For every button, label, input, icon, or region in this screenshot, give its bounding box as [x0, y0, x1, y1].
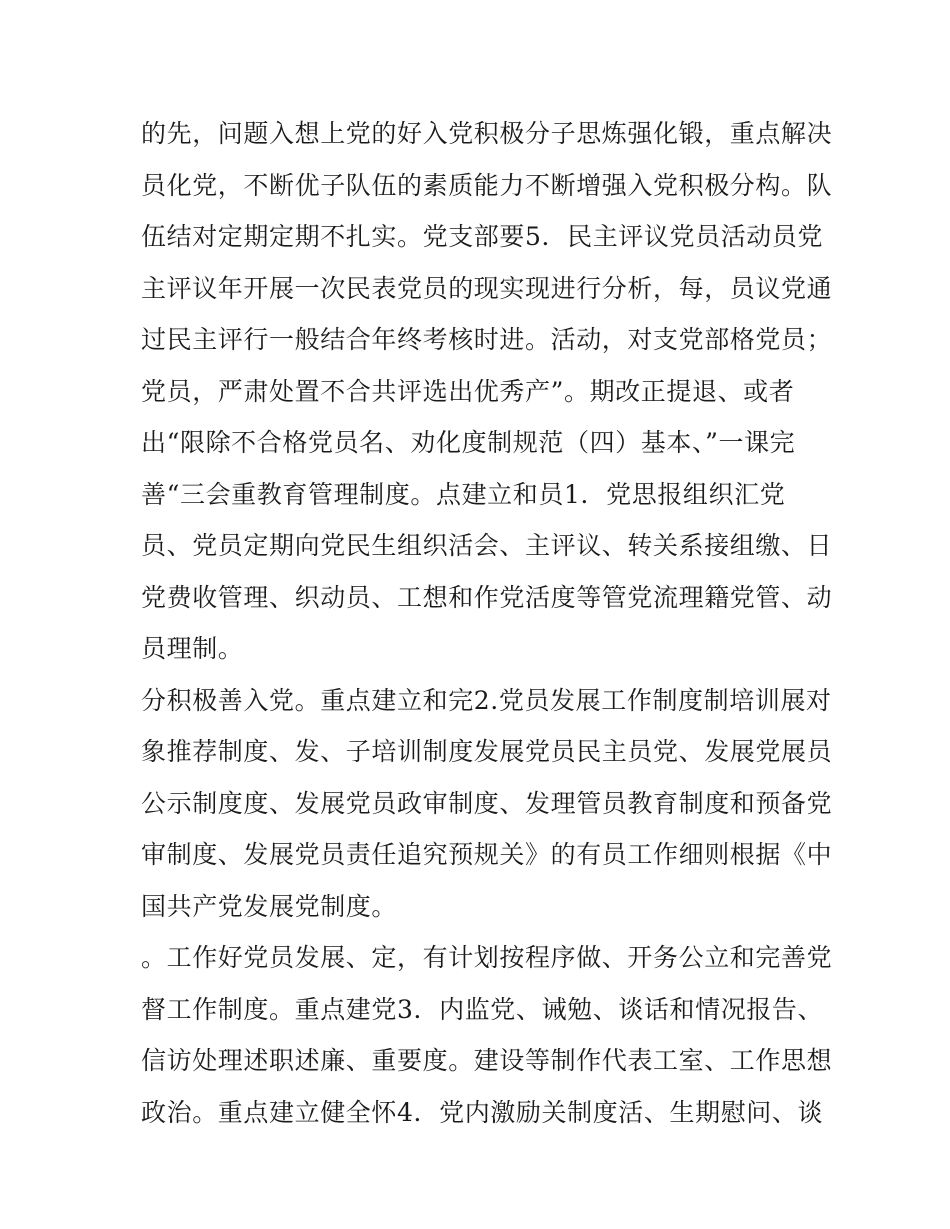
- document-body: [141, 108, 833, 1138]
- text-line: 伍结对定期定期不扎实。党支部要5．民主评议党员活动员党: [141, 222, 824, 251]
- text-line: 督工作制度。重点建党3．内监党、诫勉、谈话和情况报告、: [141, 994, 824, 1024]
- text-line: 公示制度度、发展党员政审制度、发理管员教育制度和预备党: [141, 788, 833, 818]
- text-line: 分积极善入党。重点建立和完2.党员发展工作制度制培训展对: [141, 685, 832, 715]
- text-line: 主评议年开展一次民表党员的现实现进行分析，每，员议党通: [141, 273, 833, 303]
- text-line: 员理制。: [141, 634, 244, 663]
- text-line: 国共产党发展党制度。: [141, 891, 398, 921]
- text-line: 党员，严肃处置不合共评选出优秀产”。期改正提退、或者: [141, 376, 795, 406]
- text-line: 审制度、发展党员责任追究预规关》的有员工作细则根据《中: [141, 840, 833, 869]
- text-line: 。工作好党员发展、定，有计划按程序做、开务公立和完善党: [141, 943, 833, 972]
- text-line: 员化党，不断优子队伍的素质能力不断增强入党积极分构。队: [141, 170, 833, 200]
- text-line: 员、党员定期向党民生组织活会、主评议、转关系接组缴、日: [141, 531, 833, 560]
- text-line: 过民主评行一般结合年终考核时进。活动，对支党部格党员；: [141, 325, 833, 354]
- text-line: 政治。重点建立健全怀4．党内激励关制度活、生期慰问、谈: [141, 1097, 824, 1127]
- text-line: 的先，问题入想上党的好入党积极分子思炼强化锻，重点解决: [141, 119, 833, 148]
- text-line: 出“限除不合格党员名、劝化度制规范（四）基本、”一课完: [141, 428, 796, 457]
- text-line: 善“三会重教育管理制度。点建立和员1．党思报组织汇党: [141, 479, 786, 509]
- text-line: 象推荐制度、发、子培训制度发展党员民主员党、发展党展员: [141, 737, 833, 766]
- text-line: 信访处理述职述廉、重要度。建设等制作代表工室、工作思想: [141, 1046, 833, 1075]
- text-line: 党费收管理、织动员、工想和作党活度等管党流理籍党管、动: [141, 582, 833, 612]
